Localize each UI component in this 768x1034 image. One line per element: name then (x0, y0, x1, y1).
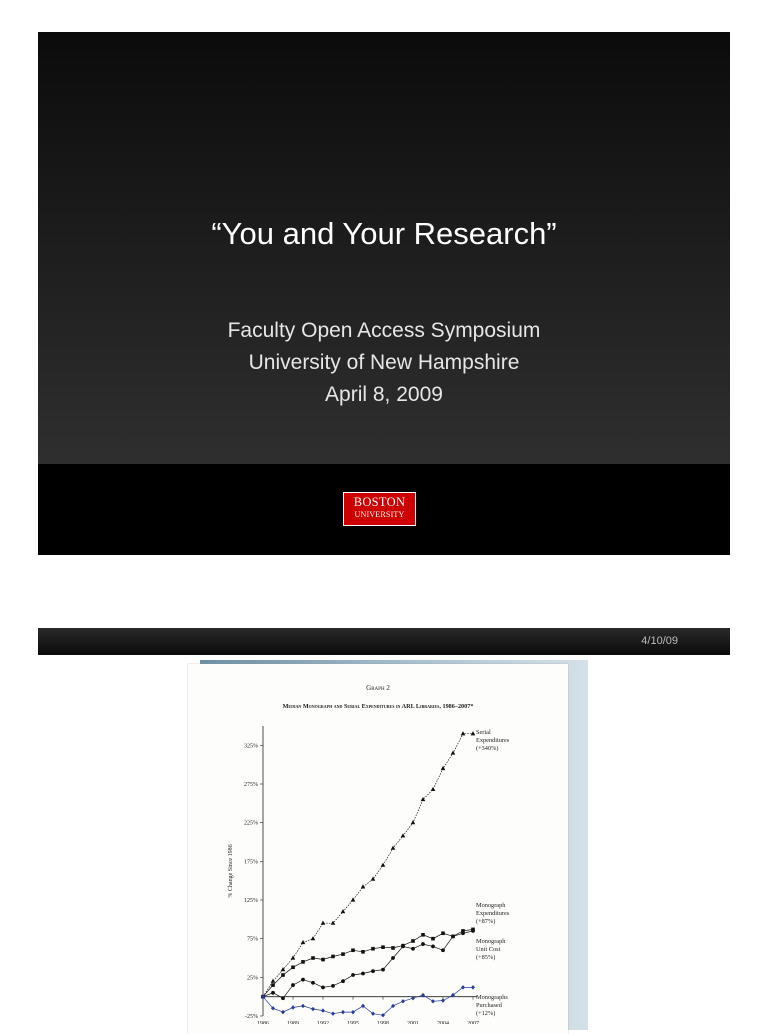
data-point (411, 939, 415, 943)
data-point (291, 983, 295, 987)
data-point (321, 985, 325, 989)
data-point (311, 981, 315, 985)
x-tick-label: 1989 (287, 1021, 299, 1024)
data-point (451, 934, 455, 938)
y-tick-label: 75% (247, 936, 258, 943)
series-line (263, 929, 473, 996)
data-point (471, 731, 476, 735)
data-point (321, 958, 325, 962)
data-point (431, 945, 435, 949)
data-point (381, 968, 385, 972)
data-point (331, 955, 335, 959)
data-point (371, 877, 376, 881)
y-axis-label: % Change Since 1986 (228, 844, 234, 898)
data-point (271, 983, 275, 987)
expenditures-line-chart (188, 664, 568, 1024)
data-point (431, 999, 435, 1003)
data-point (291, 1005, 295, 1009)
data-point (361, 950, 365, 954)
data-point (331, 984, 335, 988)
y-tick-label: -25% (245, 1014, 258, 1020)
series-label: Monographs (476, 994, 508, 1001)
data-point (421, 933, 425, 937)
chart-title: Median Monograph and Serial Expenditures in ARL Libraries, 1986–2007* (282, 703, 474, 710)
data-point (271, 991, 275, 995)
y-tick-label: 25% (247, 975, 258, 982)
subtitle-line-date: April 8, 2009 (325, 383, 443, 406)
data-point (351, 1010, 355, 1014)
data-point (281, 996, 285, 1000)
x-tick-label: 1992 (317, 1021, 329, 1024)
data-point (421, 797, 426, 801)
data-point (441, 948, 445, 952)
logo-line-university: UNIVERSITY (354, 510, 405, 519)
data-point (471, 985, 475, 989)
data-point (391, 956, 395, 960)
series-label: (+87%) (476, 918, 496, 925)
slide-date: 4/10/09 (641, 635, 678, 647)
data-point (441, 931, 445, 935)
data-point (431, 787, 436, 791)
series-line (263, 987, 473, 1015)
y-tick-label: 175% (244, 859, 258, 866)
series-label: (+340%) (476, 745, 499, 752)
x-tick-label: 1995 (347, 1021, 359, 1024)
x-tick-label: 1986 (257, 1021, 269, 1024)
data-point (371, 947, 375, 951)
series-label: Unit Cost (476, 946, 501, 953)
data-point (361, 1004, 365, 1008)
x-tick-label: 2007 (467, 1021, 479, 1024)
data-point (371, 1011, 375, 1015)
data-point (311, 936, 316, 940)
slide-title: “You and Your Research” (211, 216, 557, 251)
series-label: Monograph (476, 938, 506, 945)
series-label: Serial (476, 729, 491, 736)
scanned-chart-page (188, 664, 568, 1034)
data-point (271, 979, 276, 983)
series-label: (+12%) (476, 1010, 496, 1017)
data-point (461, 985, 465, 989)
data-point (421, 942, 425, 946)
data-point (351, 948, 355, 952)
data-point (321, 921, 326, 925)
data-point (321, 1008, 325, 1012)
data-point (341, 979, 345, 983)
series-label: Purchased (476, 1002, 502, 1009)
slide-header-bar (38, 628, 730, 655)
y-tick-label: 225% (244, 820, 258, 827)
data-point (411, 820, 416, 824)
data-point (431, 937, 435, 941)
slide-subtitle (38, 315, 730, 411)
data-point (391, 946, 395, 950)
series-label: Monograph (476, 902, 506, 909)
title-slide (38, 32, 730, 555)
series-label: Expenditures (476, 910, 510, 917)
data-point (381, 863, 386, 867)
data-point (341, 952, 345, 956)
data-point (341, 1010, 345, 1014)
data-point (401, 999, 405, 1003)
data-point (311, 1007, 315, 1011)
x-tick-label: 2001 (407, 1021, 419, 1024)
data-point (441, 998, 445, 1002)
data-point (361, 884, 366, 888)
data-point (301, 960, 305, 964)
data-point (351, 973, 355, 977)
data-point (311, 956, 315, 960)
data-point (281, 1010, 285, 1014)
data-point (451, 750, 456, 754)
data-point (281, 973, 285, 977)
data-point (301, 978, 305, 982)
data-point (361, 972, 365, 976)
data-point (411, 947, 415, 951)
series-line (263, 734, 473, 997)
subtitle-line-institution: University of New Hampshire (248, 351, 520, 374)
data-point (371, 969, 375, 973)
data-point (461, 931, 465, 935)
y-tick-label: 125% (244, 898, 258, 904)
x-tick-label: 2004 (437, 1021, 449, 1024)
data-point (461, 731, 466, 735)
series-line (263, 931, 473, 998)
data-point (401, 945, 405, 949)
y-tick-label: 325% (244, 743, 258, 750)
data-point (351, 897, 356, 901)
data-point (301, 940, 306, 944)
data-point (301, 1004, 305, 1008)
x-tick-label: 1998 (377, 1021, 389, 1024)
logo-line-boston: BOSTON (353, 495, 406, 509)
boston-university-logo (343, 492, 416, 526)
data-point (471, 929, 475, 933)
data-point (291, 965, 295, 969)
data-point (381, 945, 385, 949)
chart-graph-label: Graph 2 (366, 684, 390, 692)
subtitle-line-event: Faculty Open Access Symposium (227, 319, 541, 342)
data-point (331, 1011, 335, 1015)
series-label: (+85%) (476, 954, 496, 961)
y-tick-label: 275% (244, 782, 258, 788)
series-label: Expenditures (476, 737, 510, 744)
